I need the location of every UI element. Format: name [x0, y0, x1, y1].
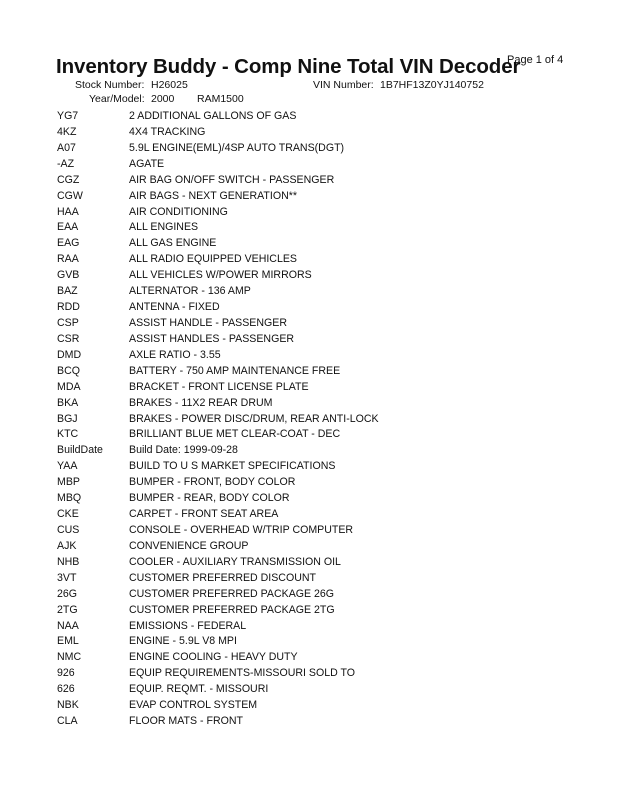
option-code: RAA: [57, 253, 79, 266]
option-code: CKE: [57, 508, 79, 521]
option-row: [57, 189, 587, 205]
option-code: 626: [57, 683, 75, 696]
option-code: EAG: [57, 237, 80, 250]
option-code: MDA: [57, 380, 81, 393]
option-code: MBQ: [57, 492, 82, 505]
model-value: RAM1500: [197, 93, 244, 105]
option-code: 926: [57, 667, 75, 680]
option-code: BuildDate: [57, 444, 103, 457]
option-row: [57, 698, 587, 714]
option-code: EAA: [57, 221, 79, 234]
option-code: MBP: [57, 476, 80, 489]
option-description: BUILD TO U S MARKET SPECIFICATIONS: [129, 460, 336, 473]
vin-number-value: 1B7HF13Z0YJ140752: [380, 79, 484, 91]
option-description: AIR BAG ON/OFF SWITCH - PASSENGER: [129, 173, 335, 186]
option-description: CONSOLE - OVERHEAD W/TRIP COMPUTER: [129, 523, 354, 536]
option-row: [57, 205, 587, 221]
option-code: BCQ: [57, 364, 80, 377]
option-row: [57, 125, 587, 141]
option-description: CUSTOMER PREFERRED DISCOUNT: [129, 571, 316, 584]
option-code: CSR: [57, 332, 80, 345]
option-row: [57, 332, 587, 348]
option-description: CUSTOMER PREFERRED PACKAGE 2TG: [129, 603, 335, 616]
option-code: CLA: [57, 715, 78, 728]
option-row: [57, 109, 587, 125]
option-description: FLOOR MATS - FRONT: [129, 715, 243, 728]
option-code: NBK: [57, 699, 79, 712]
page-number: Page 1 of 4: [507, 54, 564, 66]
option-code: 3VT: [57, 571, 77, 584]
option-row: [57, 348, 587, 364]
option-description: BUMPER - REAR, BODY COLOR: [129, 492, 290, 505]
option-row: [57, 252, 587, 268]
option-code: BGJ: [57, 412, 78, 425]
option-description: Build Date: 1999-09-28: [129, 444, 238, 457]
option-row: [57, 539, 587, 555]
option-code: -AZ: [57, 157, 75, 170]
option-description: ALL RADIO EQUIPPED VEHICLES: [129, 253, 297, 266]
option-description: AGATE: [129, 157, 165, 170]
option-row: [57, 380, 587, 396]
option-row: [57, 396, 587, 412]
option-code: YG7: [57, 110, 79, 122]
option-row: [57, 475, 587, 491]
option-description: ENGINE - 5.9L V8 MPI: [129, 635, 237, 648]
option-description: EQUIP. REQMT. - MISSOURI: [129, 683, 269, 696]
option-row: [57, 300, 587, 316]
option-description: CARPET - FRONT SEAT AREA: [129, 508, 279, 521]
option-description: ANTENNA - FIXED: [129, 301, 220, 314]
option-description: BRAKES - POWER DISC/DRUM, REAR ANTI-LOCK: [129, 412, 379, 425]
option-code: AJK: [57, 539, 77, 552]
option-row: [57, 141, 587, 157]
option-row: [57, 157, 587, 173]
option-row: [57, 714, 587, 730]
option-code: RDD: [57, 301, 80, 314]
option-row: [57, 268, 587, 284]
option-row: [57, 650, 587, 666]
option-code: 4KZ: [57, 125, 77, 138]
option-description: ENGINE COOLING - HEAVY DUTY: [129, 651, 298, 664]
option-code: CGZ: [57, 173, 80, 186]
option-code: KTC: [57, 428, 79, 441]
option-description: BATTERY - 750 AMP MAINTENANCE FREE: [129, 364, 341, 377]
option-row: [57, 619, 587, 635]
option-code-list: [57, 109, 587, 730]
option-description: 5.9L ENGINE(EML)/4SP AUTO TRANS(DGT): [129, 141, 345, 154]
option-code: CUS: [57, 523, 80, 536]
option-code: NHB: [57, 555, 80, 568]
option-row: [57, 459, 587, 475]
option-description: AXLE RATIO - 3.55: [129, 348, 221, 361]
option-code: CGW: [57, 189, 83, 202]
option-row: [57, 523, 587, 539]
option-row: [57, 427, 587, 443]
year-value: 2000: [151, 93, 175, 105]
option-description: 2 ADDITIONAL GALLONS OF GAS: [129, 110, 297, 122]
option-code: BAZ: [57, 285, 78, 298]
option-code: 26G: [57, 587, 78, 600]
option-description: CUSTOMER PREFERRED PACKAGE 26G: [129, 587, 335, 600]
option-description: ALL GAS ENGINE: [129, 237, 217, 250]
option-code: A07: [57, 141, 76, 154]
option-description: 4X4 TRACKING: [129, 125, 206, 138]
option-row: [57, 236, 587, 252]
stock-number-value: H26025: [151, 79, 188, 91]
stock-number-label: Stock Number:: [75, 79, 145, 91]
option-description: ALL VEHICLES W/POWER MIRRORS: [129, 269, 312, 282]
page-title: Inventory Buddy - Comp Nine Total VIN Decoder: [56, 55, 521, 78]
option-row: [57, 220, 587, 236]
option-row: [57, 507, 587, 523]
option-row: [57, 443, 587, 459]
option-row: [57, 173, 587, 189]
option-row: [57, 571, 587, 587]
option-code: GVB: [57, 269, 80, 282]
option-code: EML: [57, 635, 79, 648]
option-description: BRAKES - 11X2 REAR DRUM: [129, 396, 273, 409]
option-code: 2TG: [57, 603, 78, 616]
option-code: BKA: [57, 396, 79, 409]
option-row: [57, 682, 587, 698]
option-description: ASSIST HANDLE - PASSENGER: [129, 316, 287, 329]
option-code: DMD: [57, 348, 82, 361]
option-description: AIR BAGS - NEXT GENERATION**: [129, 189, 297, 202]
option-code: CSP: [57, 316, 79, 329]
option-row: [57, 412, 587, 428]
option-code: HAA: [57, 205, 79, 218]
option-description: AIR CONDITIONING: [129, 205, 228, 218]
option-row: [57, 284, 587, 300]
option-row: [57, 666, 587, 682]
option-row: [57, 364, 587, 380]
option-code: NAA: [57, 619, 79, 632]
option-row: [57, 603, 587, 619]
option-code: YAA: [57, 460, 78, 473]
year-model-label: Year/Model:: [89, 93, 145, 105]
option-row: [57, 587, 587, 603]
option-row: [57, 316, 587, 332]
option-description: BUMPER - FRONT, BODY COLOR: [129, 476, 296, 489]
option-row: [57, 555, 587, 571]
option-description: EQUIP REQUIREMENTS-MISSOURI SOLD TO: [129, 667, 356, 680]
option-row: [57, 491, 587, 507]
option-description: COOLER - AUXILIARY TRANSMISSION OIL: [129, 555, 341, 568]
option-row: [57, 634, 587, 650]
option-description: ALTERNATOR - 136 AMP: [129, 285, 251, 298]
option-description: CONVENIENCE GROUP: [129, 539, 249, 552]
option-description: ALL ENGINES: [129, 221, 199, 234]
option-description: BRACKET - FRONT LICENSE PLATE: [129, 380, 309, 393]
option-code: NMC: [57, 651, 82, 664]
option-description: EVAP CONTROL SYSTEM: [129, 699, 258, 712]
vin-number-label: VIN Number:: [313, 79, 374, 91]
option-description: ASSIST HANDLES - PASSENGER: [129, 332, 295, 345]
option-description: EMISSIONS - FEDERAL: [129, 619, 247, 632]
option-description: BRILLIANT BLUE MET CLEAR-COAT - DEC: [129, 428, 341, 441]
